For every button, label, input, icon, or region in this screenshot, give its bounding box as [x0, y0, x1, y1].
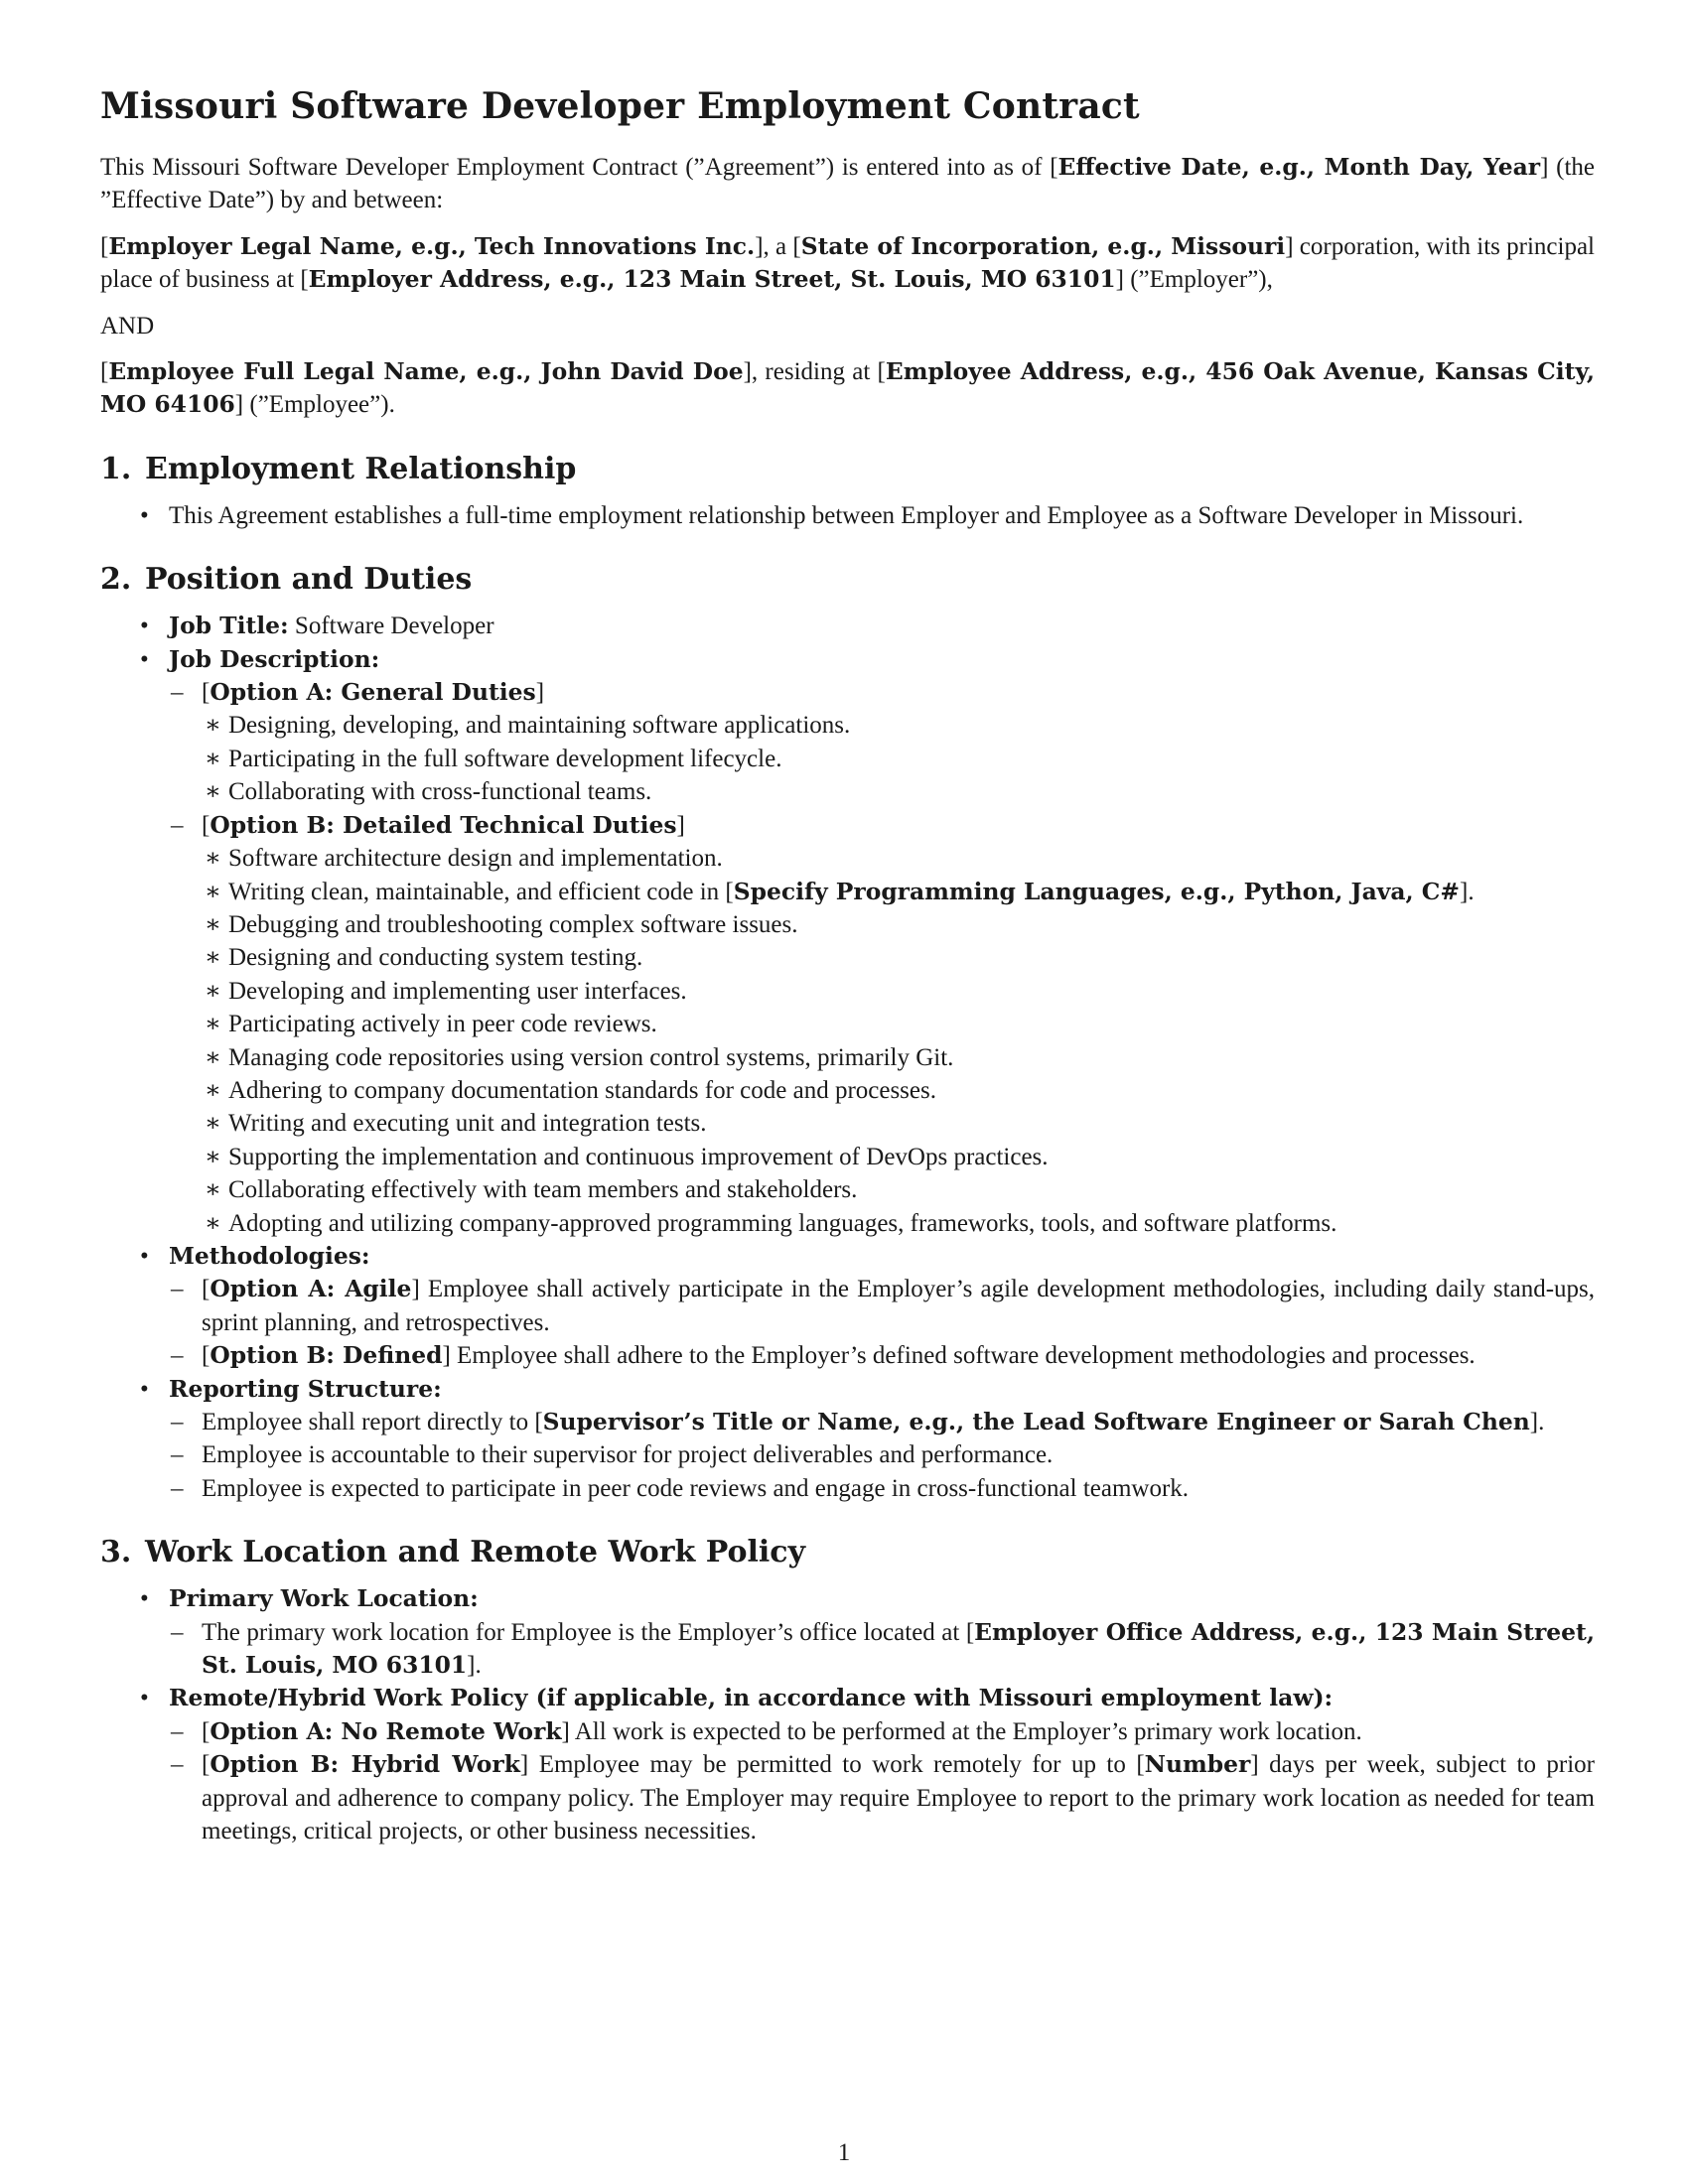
item-text: . — [1468, 878, 1475, 905]
option-text: Employee shall adhere to the Employer’s defined software development methodologies and processes. — [450, 1342, 1476, 1370]
list-item: ∗ Adhering to company documentation standards for code and processes. — [202, 1074, 1595, 1107]
section-number: 2. — [100, 562, 132, 598]
item-value: Software Developer — [288, 613, 494, 640]
item-label: Remote/Hybrid Work Policy (if applicable, in accordance with Missouri employment law): — [169, 1684, 1334, 1712]
intro-paragraph-1: This Missouri Software Developer Employment Contract (”Agreement”) is entered into as of [Effective Date, e.g., Month Day, Year] (the ”Effective Date”) by and between: — [100, 153, 1595, 214]
option-text: Employee shall actively participate in the Employer’s agile development methodologies, including daily stand-ups, sprint planning, and retrospectives. — [202, 1276, 1595, 1336]
list-item-remote-policy — [100, 1682, 1595, 1847]
section-title: Position and Duties — [145, 562, 473, 598]
option-text: days per week, subject to prior approval and adherence to company policy. The Employer may require Employee to report to the primary work location as needed for team meetings, critical projects, or other business necessities. — [202, 1751, 1595, 1845]
document-title: Missouri Software Developer Employment Contract — [100, 85, 1140, 127]
list-item: ∗ Managing code repositories using version control systems, primarily Git. — [202, 1041, 1595, 1074]
languages-placeholder: Specify Programming Languages, e.g., Python, Java, C# — [733, 877, 1461, 905]
section-title: Employment Relationship — [145, 451, 577, 486]
item-text: Writing clean, maintainable, and efficient code in — [228, 878, 726, 905]
option-text: Employee may be permitted to work remotely for up to — [528, 1751, 1137, 1779]
days-placeholder: Number — [1144, 1750, 1251, 1779]
duty-list — [202, 842, 1595, 1240]
intro-paragraph-2: [Employer Legal Name, e.g., Tech Innovations Inc.], a [State of Incorporation, e.g., Missouri] corporation, with its principal place of business at [Employer Address, e.g., 123 Main Street, St. Louis, MO 63101] (”Employer”), — [100, 231, 1595, 294]
section-position-and-duties — [100, 560, 1595, 1505]
option-no-remote: – [Option A: No Remote Work] All work is expected to be performed at the Employer’s primary work location. — [171, 1715, 1595, 1748]
section-heading — [100, 1533, 1595, 1572]
list-item: ∗ Developing and implementing user interfaces. — [202, 975, 1595, 1008]
option-hybrid: – [Option B: Hybrid Work] Employee may be permitted to work remotely for up to [Number] days per week, subject to prior approval and adherence to company policy. The Employer may require Employee to report to the primary work location as needed for team meetings, critical projects, or other business necessities. — [171, 1748, 1595, 1847]
list-item-primary-location — [100, 1582, 1595, 1682]
state-placeholder: State of Incorporation, e.g., Missouri — [800, 231, 1286, 260]
option-general-duties: – [Option A: General Duties] ∗ Designing, developing, and maintaining software applications. ∗ Participating in the full software development lifecycle. ∗ Collaborating with cross-functional teams. — [171, 676, 1595, 809]
item-label: Methodologies: — [169, 1241, 370, 1270]
list-item: ∗ Supporting the implementation and continuous improvement of DevOps practices. — [202, 1141, 1595, 1173]
option-label: Option B: Hybrid Work — [210, 1750, 520, 1779]
bullet-list — [100, 499, 1595, 532]
intro-text: This Missouri Software Developer Employment Contract (”Agreement”) is entered into as of — [100, 154, 1051, 181]
section-work-location — [100, 1533, 1595, 1847]
supervisor-placeholder: Supervisor’s Title or Name, e.g., the Lead Software Engineer or Sarah Chen — [542, 1408, 1530, 1435]
item-text: . — [475, 1652, 482, 1680]
section-title: Work Location and Remote Work Policy — [145, 1535, 805, 1570]
list-item: • This Agreement establishes a full-time employment relationship between Employer and Employee as a Software Developer in Missouri. — [100, 499, 1595, 532]
item-text: The primary work location for Employee is the Employer’s office located at — [202, 1618, 966, 1646]
list-item: ∗ Debugging and troubleshooting complex software issues. — [202, 908, 1595, 941]
option-label: Option B: Detailed Technical Duties — [210, 810, 677, 839]
option-text: All work is expected to be performed at the Employer’s primary work location. — [569, 1717, 1362, 1745]
document-page — [100, 83, 1595, 1847]
employer-address-placeholder: Employer Address, e.g., 123 Main Street, St. Louis, MO 63101 — [308, 265, 1116, 294]
list-item-job-title — [100, 610, 1595, 642]
item-text: . — [1538, 1409, 1545, 1435]
list-item: ∗ Adopting and utilizing company-approved programming languages, frameworks, tools, and software platforms. — [202, 1207, 1595, 1240]
section-number: 3. — [100, 1535, 132, 1570]
list-item: – The primary work location for Employee is the Employer’s office located at [Employer Office Address, e.g., 123 Main Street, St. Louis, MO 63101]. — [171, 1616, 1595, 1683]
option-label: Option B: Defined — [210, 1341, 443, 1370]
list-item: ∗ Writing and executing unit and integration tests. — [202, 1107, 1595, 1140]
list-item: ∗ Designing and conducting system testing. — [202, 941, 1595, 974]
item-text: Employee shall report directly to — [202, 1409, 535, 1435]
and-separator: AND — [100, 312, 155, 340]
intro-paragraph-3: [Employee Full Legal Name, e.g., John David Doe], residing at [Employee Address, e.g., 456 Oak Avenue, Kansas City, MO 64106] (”Employee”). — [100, 357, 1595, 419]
option-agile: – [Option A: Agile] Employee shall actively participate in the Employer’s agile development methodologies, including daily stand-ups, sprint planning, and retrospectives. — [171, 1273, 1595, 1339]
employee-name-placeholder: Employee Full Legal Name, e.g., John David Doe — [108, 357, 744, 386]
intro-text: corporation, with its principal place of business at — [100, 232, 1595, 294]
section-heading — [100, 560, 1595, 600]
sub-list — [171, 1406, 1595, 1505]
bullet-list — [100, 610, 1595, 1505]
intro-text: , a — [763, 232, 793, 260]
item-label: Job Title: — [169, 612, 289, 640]
office-address-placeholder: Employer Office Address, e.g., 123 Main Street, St. Louis, MO 63101 — [202, 1617, 1595, 1680]
list-item-methodologies — [100, 1240, 1595, 1373]
section-heading — [100, 450, 1595, 489]
bullet-list — [100, 1582, 1595, 1847]
employer-name-placeholder: Employer Legal Name, e.g., Tech Innovations Inc. — [108, 231, 756, 260]
list-item: ∗ Collaborating with cross-functional teams. — [202, 775, 1595, 808]
intro-text: , residing at — [751, 358, 878, 386]
option-label: Option A: Agile — [210, 1275, 412, 1303]
section-number: 1. — [100, 451, 132, 486]
employee-address-placeholder: Employee Address, e.g., 456 Oak Avenue, Kansas City, MO 64106 — [100, 357, 1595, 419]
list-item: ∗ Participating in the full software development lifecycle. — [202, 743, 1595, 775]
item-label: Primary Work Location: — [169, 1584, 479, 1613]
item-label: Reporting Structure: — [169, 1374, 442, 1403]
list-item: – Employee is accountable to their supervisor for project deliverables and performance. — [171, 1438, 1595, 1471]
option-defined: – [Option B: Defined] Employee shall adhere to the Employer’s defined software development methodologies and processes. — [171, 1339, 1595, 1372]
item-label: Job Description: — [169, 644, 380, 673]
sub-list — [171, 1715, 1595, 1848]
option-label: Option A: General Duties — [210, 678, 536, 707]
list-item: ∗ Participating actively in peer code reviews. — [202, 1008, 1595, 1040]
sub-list — [171, 676, 1595, 1240]
list-item: ∗ Collaborating effectively with team members and stakeholders. — [202, 1173, 1595, 1206]
effective-date-placeholder: Effective Date, e.g., Month Day, Year — [1057, 153, 1541, 181]
list-item: ∗ Software architecture design and implementation. — [202, 842, 1595, 875]
intro-text: (the ”Effective Date”) by and between: — [100, 154, 1595, 214]
duty-list — [202, 709, 1595, 808]
list-item: ∗ Writing clean, maintainable, and efficient code in [Specify Programming Languages, e.g., Python, Java, C#]. — [202, 876, 1595, 908]
intro-text: (”Employee”). — [243, 391, 395, 419]
sub-list — [171, 1273, 1595, 1372]
page-number: 1 — [837, 2139, 851, 2166]
option-detailed-duties: – [Option B: Detailed Technical Duties] ∗ Software architecture design and implementation. ∗ Writing clean, maintainable, and efficient code in [Specify Programming Languages, e.g., Python, Java, C#]. ∗ Debugging and troubleshooting complex software issues. ∗ Designing and conducting system testing. ∗ Developing and implementing user interfaces. ∗ Participating actively in peer code reviews. ∗ Managing code repositories using version control systems, primarily Git. ∗ Adhering to company documentation standards for code and processes. ∗ Writing and executing unit and integration tests. ∗ Supporting the implementation and continuous improvement of DevOps practices. ∗ Collaborating effectively with team members and stakeholders. ∗ Adopting and utilizing company-approved programming languages, frameworks, tools, and software platforms. — [171, 809, 1595, 1240]
list-item: ∗ Designing, developing, and maintaining software applications. — [202, 709, 1595, 742]
intro-text: (”Employer”), — [1123, 266, 1273, 294]
list-item-reporting-structure — [100, 1373, 1595, 1506]
section-employment-relationship — [100, 450, 1595, 532]
sub-list — [171, 1616, 1595, 1683]
list-item: – Employee is expected to participate in peer code reviews and engage in cross-functional teamwork. — [171, 1472, 1595, 1505]
list-item-job-description — [100, 643, 1595, 1240]
list-item: – Employee shall report directly to [Supervisor’s Title or Name, e.g., the Lead Software Engineer or Sarah Chen]. — [171, 1406, 1595, 1438]
option-label: Option A: No Remote Work — [210, 1716, 562, 1745]
